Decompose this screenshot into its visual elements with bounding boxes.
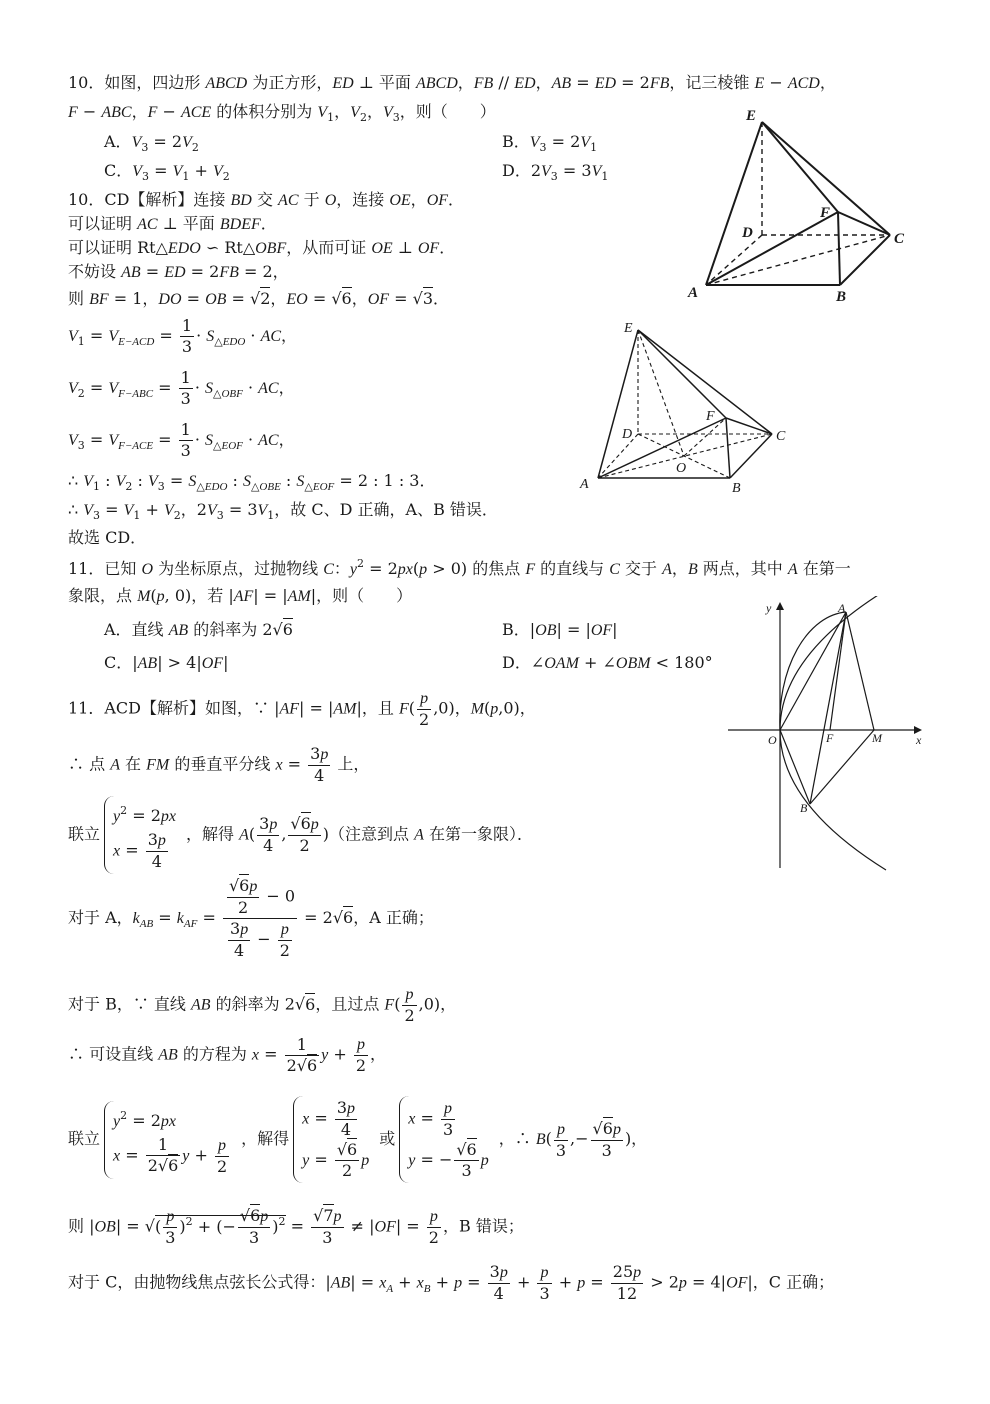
fig3-label-x: x: [916, 733, 922, 747]
q11-solution-line8: 则 |OB| = √( $\frac{p}{3}$ )$^2$ + (− $\frac{√6p}{3}$ )$^2$ = $\frac{√7p}{3}$ ≠ |OF| = $\frac{p}{2}$ ，B 错误；: [68, 1206, 524, 1247]
fig2-label-c: C: [776, 429, 786, 444]
fig2-label-f: F: [706, 409, 715, 424]
q10-solution-conclusion: ∴ $V_3 = V_1 + V_2$，$2V_3 = 3V_1$，故 C、D 正确，A、B 错误．: [68, 500, 498, 522]
q10-solution-v3: $V_3 = V_{F-ACE}$ = $\frac{1}{3}$ · $S_{\triangle EOF}$ · AC，: [68, 420, 295, 460]
q10-stem-line2: F − ABC，F − ACE 的体积分别为 $V_1$，$V_2$，$V_3$，则（ ）: [68, 102, 496, 124]
q10-option-d: D．$2V_3 = 3V_1$: [502, 161, 609, 183]
fig1-label-a: A: [688, 285, 699, 301]
q10-option-b: B．$V_3 = 2V_1$: [502, 132, 598, 154]
fig3-label-b: B: [800, 801, 808, 815]
fig1-label-c: C: [894, 231, 905, 247]
q11-solution-line9: 对于 C，由抛物线焦点弦长公式得：$|AB| = x_A + x_B + p$ = $\frac{3p}{4}$ + $\frac{p}{3}$ + p = $\frac{25p}{12}$ > 2p = 4|OF|，C 正确；: [68, 1262, 835, 1303]
q11-solution-line6: ∴ 可设直线 AB 的方程为 x = $\frac{1}{2√6}$ y + $\frac{p}{2}$ ，: [68, 1034, 387, 1075]
fig1-label-e: E: [746, 108, 757, 124]
q10-stem-line1: 10．如图，四边形 ABCD 为正方形，ED ⊥ 平面 ABCD，FB // ED，AB = ED = 2FB，记三棱锥 E − ACD，: [68, 73, 836, 92]
fig1-label-f: F: [820, 205, 831, 221]
q10-solution-line5: 则 BF = 1，DO = OB = √2，EO = √6，OF = √3．: [68, 289, 450, 308]
q11-solution-line3: 联立 $y^2 = 2px$ x = $\frac{3p}{4}$ ，解得 A( $\frac{3p}{4}$ , $\frac{√6p}{2}$ )（注意到点 A 在第一象限）．: [68, 796, 533, 874]
q10-solution-line1: 10．CD【解析】连接 BD 交 AC 于 O，连接 OE，OF．: [68, 190, 465, 209]
fig3-label-a: A: [838, 601, 846, 615]
fig3-label-m: M: [872, 731, 882, 745]
q10-solution-ratio: ∴ $V_1$ : $V_2$ : $V_3 = S_{\triangle EDO}$ : $S_{\triangle OBE}$ : $S_{\triangle EOF} = 2$ : 1 : 3．: [68, 471, 436, 493]
fig2-label-b: B: [732, 481, 741, 496]
q10-solution-v2: $V_2 = V_{F-ABC}$ = $\frac{1}{3}$ · $S_{\triangle OBF}$ · AC，: [68, 368, 295, 408]
q11-stem-line1: 11．已知 O 为坐标原点，过抛物线 C：$y^2 = 2px(p > 0)$ 的焦点 F 的直线与 C 交于 A，B 两点，其中 A 在第一: [68, 557, 851, 578]
fig1-label-b: B: [836, 289, 847, 305]
q11-option-b: B．|OB| = |OF|: [502, 620, 618, 639]
q11-solution-line1: 11．ACD【解析】如图，∵ |AF| = |AM|，且 F( $\frac{p}{2}$ ,0)，M(p,0)，: [68, 690, 536, 729]
q10-figure-solid-with-o: [574, 316, 804, 506]
fig2-label-e: E: [624, 321, 633, 336]
q10-option-c: C．$V_3 = V_1 + V_2$: [104, 161, 230, 183]
q10-solution-choose: 故选 CD．: [68, 528, 147, 547]
q11-option-d: D．∠OAM + ∠OBM < 180°: [502, 653, 713, 672]
q10-solution-line4: 不妨设 AB = ED = 2FB = 2，: [68, 262, 289, 281]
q11-figure-parabola: [722, 596, 932, 876]
q10-solution-line2: 可以证明 AC ⊥ 平面 BDEF．: [68, 214, 277, 233]
q11-solution-line2: ∴ 点 A 在 FM 的垂直平分线 x = $\frac{3p}{4}$ 上，: [68, 744, 370, 785]
q11-solution-line5: 对于 B，∵ 直线 AB 的斜率为 2√6，且过点 F( $\frac{p}{2}$ ,0)，: [68, 986, 457, 1025]
q10-solution-line3: 可以证明 Rt△EDO ∽ Rt△OBF，从而可证 OE ⊥ OF．: [68, 238, 456, 257]
q11-option-a: A．直线 AB 的斜率为 2√6: [104, 620, 293, 639]
fig3-label-f: F: [826, 731, 834, 745]
q11-stem-line2: 象限，点 M(p, 0)，若 |AF| = |AM|，则（ ）: [68, 586, 413, 605]
fig1-label-d: D: [742, 225, 753, 241]
q10-solution-v1: $V_1 = V_{E-ACD}$ = $\frac{1}{3}$ · $S_{\triangle EDO}$ · AC，: [68, 316, 298, 356]
fig2-label-o: O: [676, 461, 687, 476]
fig2-label-a: A: [580, 477, 589, 492]
q11-solution-line4: 对于 A，$k_{AB} = k_{AF}$ = $\frac{√6p}{2}$ − 0 $\frac{3p}{4}$ − $\frac{p}{2}$ = 2√6，A 正确；: [68, 876, 434, 960]
fig3-label-o: O: [768, 733, 777, 747]
fig3-label-y: y: [766, 601, 772, 615]
q11-solution-line7: 联立 $y^2 = 2px$ x = $\frac{1}{2√6}$ y + $\frac{p}{2}$ ，解得 x = $\frac{3p}{4}$ y = $\frac{√6}{2}$ p 或 x = $\frac{p}{3}$ y = − $\frac{√6}{3}$ p ，∴ B( $\frac{p}{3}$ ,− $\frac{√6p}{3}$ )，: [68, 1096, 647, 1183]
q10-figure-solid: [680, 100, 920, 310]
fig2-label-d: D: [622, 427, 633, 442]
q11-option-c: C．|AB| > 4|OF|: [104, 653, 229, 672]
q10-option-a: A．$V_3 = 2V_2$: [104, 132, 199, 154]
